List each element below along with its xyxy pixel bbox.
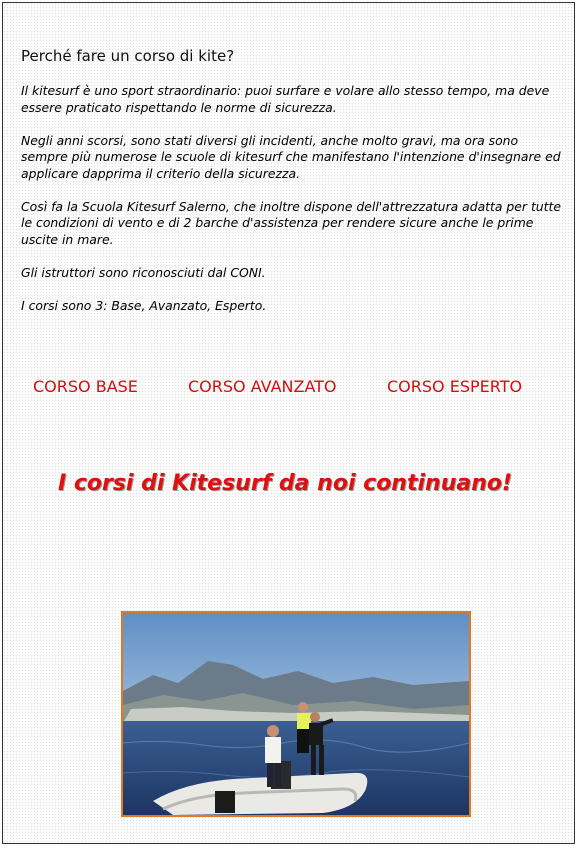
corso-avanzato-link[interactable]: CORSO AVANZATO: [188, 377, 337, 396]
page-title: Perché fare un corso di kite?: [21, 47, 235, 65]
paragraph-instructors: Gli istruttori sono riconosciuti dal CONI.: [21, 264, 266, 280]
paragraph-courses: I corsi sono 3: Base, Avanzato, Esperto.: [21, 297, 267, 313]
paragraph-intro: Il kitesurf è uno sport straordinario: puoi surfare e volare allo stesso tempo, ma deve essere praticato rispettando le norme di sicurezza.: [21, 83, 550, 115]
corso-esperto-link[interactable]: CORSO ESPERTO: [387, 377, 523, 396]
intro-text: [21, 83, 561, 331]
corso-base-link[interactable]: CORSO BASE: [33, 377, 138, 396]
slogan: I corsi di Kitesurf da noi continuano!: [57, 471, 513, 496]
boat-photo-illustration: [123, 613, 469, 815]
course-links: [3, 377, 576, 399]
paragraph-school: Così fa la Scuola Kitesurf Salerno, che inoltre dispone dell'attrezzatura adatta per tutte le condizioni di vento e di 2 barche d'assistenza per rendere sicure anche le prime uscite in mare.: [21, 198, 562, 247]
kitesurf-boat-photo: [121, 611, 471, 817]
paragraph-incidents: Negli anni scorsi, sono stati diversi gli incidenti, anche molto gravi, ma ora sono sempre più numerose le scuole di kitesurf che manifestano l'intenzione d'insegnare ed applicare dapprima il criterio della sicurezza.: [21, 132, 561, 181]
page-frame: [2, 2, 575, 844]
